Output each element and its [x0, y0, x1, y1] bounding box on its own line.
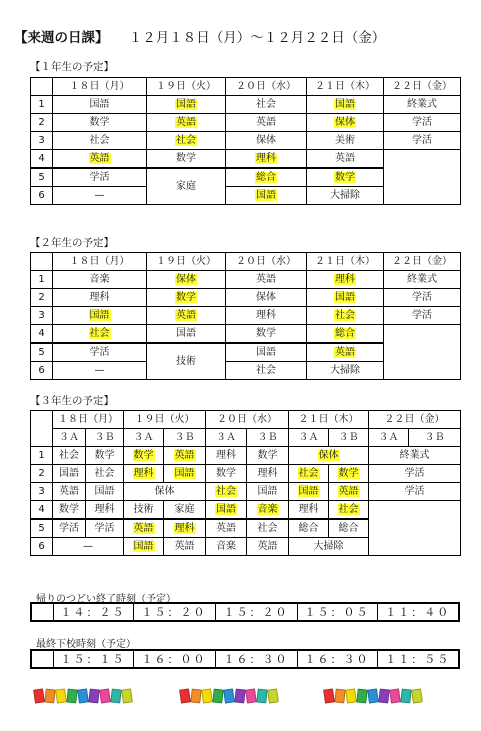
subject-cell: 学活	[369, 465, 461, 483]
subject-cell: 国語	[147, 325, 226, 344]
corner-cell	[31, 253, 53, 271]
subject-cell: 国語	[206, 501, 247, 520]
class-header: ３Ａ	[53, 429, 86, 447]
empty-cell	[384, 325, 461, 380]
period-row	[31, 271, 461, 289]
book-icon	[55, 688, 67, 703]
grade3-label: 【３年生の予定】	[30, 395, 114, 407]
time-cell: １５：０５	[297, 603, 377, 621]
day-header: １８日（月）	[53, 411, 124, 429]
subject-cell: 英語	[247, 538, 289, 556]
book-icon	[44, 689, 55, 704]
subject-cell: 社会	[53, 132, 147, 150]
subject-cell: 英語	[307, 150, 384, 169]
grade3-schedule-table	[30, 410, 461, 556]
subject-cell: 社会	[53, 325, 147, 344]
subject-cell: —	[53, 187, 147, 205]
subject-cell: 英語	[226, 271, 307, 289]
subject-cell: 保体	[289, 447, 369, 465]
time-cell: １６：３０	[297, 650, 377, 668]
book-icon	[356, 689, 367, 704]
class-header: ３Ａ	[369, 429, 409, 447]
subject-cell: 社会	[53, 447, 86, 465]
subject-cell: 学活	[53, 343, 147, 362]
day-header: ２１日（木）	[307, 78, 384, 96]
period-number: 5	[31, 519, 53, 538]
class-header: ３Ａ	[289, 429, 329, 447]
subject-cell: 理科	[124, 465, 164, 483]
grade2-label: 【２年生の予定】	[30, 237, 114, 249]
class-header: ３Ｂ	[164, 429, 206, 447]
day-header: １９日（火）	[147, 253, 226, 271]
class-header: ３Ｂ	[86, 429, 124, 447]
period-number: 1	[31, 447, 53, 465]
subject-cell: 大掃除	[307, 362, 384, 380]
book-icon	[411, 688, 423, 703]
subject-cell: 英語	[164, 447, 206, 465]
subject-cell: 学活	[53, 168, 147, 187]
period-row	[31, 501, 461, 520]
day-header: １９日（火）	[147, 78, 226, 96]
subject-cell: 社会	[289, 465, 329, 483]
book-icon	[345, 688, 357, 703]
subject-cell: 国語	[307, 96, 384, 114]
class-header-row	[31, 429, 461, 447]
period-row	[31, 465, 461, 483]
book-icon	[323, 688, 335, 703]
subject-cell: 技術	[147, 343, 226, 380]
period-row	[31, 132, 461, 150]
tsudoi-label: 帰りのつどい終了時刻（予定）	[36, 594, 176, 605]
subject-cell: 保体	[307, 114, 384, 132]
subject-cell: 学活	[369, 483, 461, 501]
corner-cell	[31, 78, 53, 96]
subject-cell: 学活	[86, 519, 124, 538]
subject-cell: 数学	[53, 501, 86, 520]
book-icon	[367, 688, 379, 703]
period-row	[31, 289, 461, 307]
subject-cell: 国語	[124, 538, 164, 556]
title-date-range: １２月１８日（月）～１２月２２日（金）	[128, 30, 386, 46]
colored-books-row-icon	[34, 686, 132, 704]
subject-cell: 国語	[247, 483, 289, 501]
day-header: ２２日（金）	[369, 411, 461, 429]
bar-lead-cell	[31, 603, 53, 621]
subject-cell: 英語	[226, 114, 307, 132]
subject-cell: 国語	[86, 483, 124, 501]
time-cell: １５：２０	[215, 603, 297, 621]
subject-cell: 保体	[226, 132, 307, 150]
subject-cell: —	[53, 538, 124, 556]
class-header: ３Ｂ	[329, 429, 369, 447]
time-cell: １４：２５	[53, 603, 133, 621]
time-cell: １６：００	[133, 650, 215, 668]
book-icon	[179, 688, 191, 703]
grade1-schedule-table	[30, 77, 461, 205]
time-cell: １５：１５	[53, 650, 133, 668]
subject-cell: 数学	[226, 325, 307, 344]
subject-cell: 音楽	[247, 501, 289, 520]
subject-cell: 数学	[247, 447, 289, 465]
subject-cell: 国語	[226, 343, 307, 362]
subject-cell: 保体	[147, 271, 226, 289]
period-row	[31, 447, 461, 465]
class-header: ３Ａ	[124, 429, 164, 447]
period-number: 6	[31, 362, 53, 380]
final-dismissal-times-bar	[30, 649, 460, 669]
class-header: ３Ｂ	[247, 429, 289, 447]
book-icon	[245, 688, 257, 703]
period-number: 4	[31, 501, 53, 520]
day-header: １８日（月）	[53, 253, 147, 271]
subject-cell: 学活	[384, 289, 461, 307]
day-header: ２２日（金）	[384, 78, 461, 96]
book-icon	[234, 689, 245, 704]
period-number: 6	[31, 538, 53, 556]
subject-cell: 社会	[226, 96, 307, 114]
subject-cell: 総合	[329, 519, 369, 538]
period-number: 3	[31, 307, 53, 325]
period-number: 3	[31, 132, 53, 150]
period-number: 1	[31, 271, 53, 289]
book-icon	[190, 689, 201, 704]
subject-cell: 理科	[247, 465, 289, 483]
period-number: 4	[31, 150, 53, 169]
book-icon	[267, 688, 279, 703]
time-cell: １６：３０	[215, 650, 297, 668]
book-icon	[110, 689, 121, 704]
subject-cell: 音楽	[53, 271, 147, 289]
book-icon	[201, 688, 213, 703]
subject-cell: 数学	[147, 289, 226, 307]
book-icon	[378, 689, 389, 704]
period-number: 3	[31, 483, 53, 501]
subject-cell: 数学	[53, 114, 147, 132]
day-header: ２１日（木）	[289, 411, 369, 429]
subject-cell: 英語	[124, 519, 164, 538]
book-icon	[77, 688, 89, 703]
tsudoi-times-bar	[30, 602, 460, 622]
subject-cell: 理科	[289, 501, 329, 520]
subject-cell: 英語	[329, 483, 369, 501]
subject-cell: 総合	[289, 519, 329, 538]
subject-cell: 数学	[329, 465, 369, 483]
subject-cell: 英語	[164, 538, 206, 556]
subject-cell: 英語	[307, 343, 384, 362]
subject-cell: 英語	[53, 483, 86, 501]
subject-cell: 社会	[307, 307, 384, 325]
period-number: 5	[31, 168, 53, 187]
subject-cell: —	[53, 362, 147, 380]
subject-cell: 理科	[226, 150, 307, 169]
subject-cell: 理科	[164, 519, 206, 538]
subject-cell: 理科	[307, 271, 384, 289]
book-icon	[99, 688, 111, 703]
period-row	[31, 96, 461, 114]
time-cell: １１：５５	[377, 650, 459, 668]
book-icon	[33, 688, 45, 703]
subject-cell: 終業式	[384, 271, 461, 289]
subject-cell: 美術	[307, 132, 384, 150]
book-icon	[256, 689, 267, 704]
subject-cell: 国語	[307, 289, 384, 307]
subject-cell: 数学	[86, 447, 124, 465]
class-header: ３Ａ	[206, 429, 247, 447]
subject-cell: 国語	[53, 465, 86, 483]
subject-cell: 国語	[53, 307, 147, 325]
day-header: ２０日（水）	[206, 411, 289, 429]
subject-cell: 学活	[384, 132, 461, 150]
time-cell: １１：４０	[377, 603, 459, 621]
period-row	[31, 114, 461, 132]
subject-cell: 大掃除	[289, 538, 369, 556]
subject-cell: 英語	[147, 114, 226, 132]
day-header: ２０日（水）	[226, 78, 307, 96]
period-row	[31, 307, 461, 325]
subject-cell: 数学	[124, 447, 164, 465]
corner-cell	[31, 411, 53, 447]
page-title	[14, 26, 385, 46]
subject-cell: 国語	[147, 96, 226, 114]
book-icon	[88, 689, 99, 704]
subject-cell: 総合	[307, 325, 384, 344]
period-number: 2	[31, 289, 53, 307]
period-number: 6	[31, 187, 53, 205]
book-icon	[389, 688, 401, 703]
subject-cell: 技術	[124, 501, 164, 520]
subject-cell: 学活	[53, 519, 86, 538]
period-number: 1	[31, 96, 53, 114]
book-icon	[121, 688, 133, 703]
subject-cell: 学活	[384, 114, 461, 132]
subject-cell: 数学	[206, 465, 247, 483]
book-icon	[212, 689, 223, 704]
bar-lead-cell	[31, 650, 53, 668]
subject-cell: 理科	[226, 307, 307, 325]
subject-cell: 理科	[86, 501, 124, 520]
period-number: 2	[31, 114, 53, 132]
subject-cell: 理科	[206, 447, 247, 465]
period-number: 4	[31, 325, 53, 344]
subject-cell: 終業式	[369, 447, 461, 465]
subject-cell: 終業式	[384, 96, 461, 114]
title-main: 【来週の日課】	[14, 30, 102, 46]
subject-cell: 国語	[289, 483, 329, 501]
subject-cell: 社会	[329, 501, 369, 520]
subject-cell: 学活	[384, 307, 461, 325]
subject-cell: 英語	[53, 150, 147, 169]
subject-cell: 国語	[53, 96, 147, 114]
grade1-label: 【１年生の予定】	[30, 61, 114, 73]
subject-cell: 社会	[86, 465, 124, 483]
period-number: 5	[31, 343, 53, 362]
colored-books-row-icon	[180, 686, 278, 704]
subject-cell: 英語	[206, 519, 247, 538]
period-row	[31, 483, 461, 501]
book-icon	[223, 688, 235, 703]
grade2-schedule-table	[30, 252, 461, 380]
subject-cell: 国語	[226, 187, 307, 205]
time-cell: １５：２０	[133, 603, 215, 621]
subject-cell: 国語	[164, 465, 206, 483]
colored-books-row-icon	[324, 686, 422, 704]
empty-cell	[369, 501, 461, 556]
subject-cell: 社会	[226, 362, 307, 380]
subject-cell: 英語	[147, 307, 226, 325]
book-icon	[334, 689, 345, 704]
empty-cell	[384, 150, 461, 205]
class-header: ３Ｂ	[409, 429, 461, 447]
day-header: １９日（火）	[124, 411, 206, 429]
subject-cell: 保体	[124, 483, 206, 501]
day-header: １８日（月）	[53, 78, 147, 96]
subject-cell: 数学	[307, 168, 384, 187]
day-header: ２１日（木）	[307, 253, 384, 271]
header-row	[31, 253, 461, 271]
subject-cell: 保体	[226, 289, 307, 307]
day-header: ２０日（水）	[226, 253, 307, 271]
period-number: 2	[31, 465, 53, 483]
subject-cell: 社会	[147, 132, 226, 150]
day-header: ２２日（金）	[384, 253, 461, 271]
final-dismissal-label: 最終下校時刻（予定）	[36, 639, 136, 650]
subject-cell: 大掃除	[307, 187, 384, 205]
subject-cell: 数学	[147, 150, 226, 169]
header-row	[31, 411, 461, 429]
period-row	[31, 325, 461, 344]
subject-cell: 家庭	[147, 168, 226, 205]
book-icon	[400, 689, 411, 704]
subject-cell: 社会	[247, 519, 289, 538]
period-row	[31, 150, 461, 169]
book-icon	[66, 689, 77, 704]
subject-cell: 社会	[206, 483, 247, 501]
subject-cell: 家庭	[164, 501, 206, 520]
subject-cell: 音楽	[206, 538, 247, 556]
header-row	[31, 78, 461, 96]
subject-cell: 総合	[226, 168, 307, 187]
subject-cell: 理科	[53, 289, 147, 307]
